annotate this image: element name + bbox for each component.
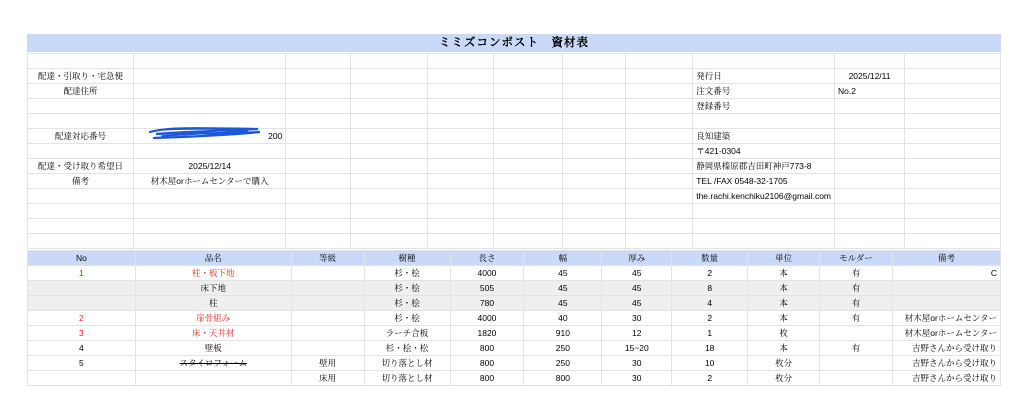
cell-no [28, 296, 136, 311]
empty-cell [563, 234, 625, 249]
empty-cell [625, 234, 693, 249]
cell-unit: 枚分 [748, 356, 820, 371]
cell-thickness: 12 [602, 326, 672, 341]
cell-no: 5 [28, 356, 136, 371]
empty-cell [427, 69, 493, 84]
empty-cell [693, 114, 835, 129]
empty-cell [286, 189, 351, 204]
empty-cell [563, 174, 625, 189]
cell-molder [820, 356, 893, 371]
postal-code: 〒421-0304 [693, 144, 835, 159]
empty-cell [493, 219, 562, 234]
cell-species: 杉・桧 [364, 266, 450, 281]
empty-cell [351, 54, 427, 69]
cell-no: 1 [28, 266, 136, 281]
empty-cell [625, 99, 693, 114]
empty-cell [427, 144, 493, 159]
info-row [28, 54, 1001, 69]
cell-species: ラーチ合板 [364, 326, 450, 341]
order-no-value: No.2 [835, 84, 905, 99]
empty-cell [351, 174, 427, 189]
empty-cell [693, 219, 835, 234]
empty-cell [286, 69, 351, 84]
empty-cell [905, 129, 1001, 144]
empty-cell [835, 174, 905, 189]
cell-width: 910 [524, 326, 602, 341]
cell-length: 800 [450, 341, 524, 356]
empty-cell [286, 159, 351, 174]
table-row [28, 311, 1001, 326]
empty-cell [427, 84, 493, 99]
empty-cell [835, 99, 905, 114]
cell-qty: 1 [672, 326, 748, 341]
cell-length: 800 [450, 371, 524, 386]
cell-molder: 有 [820, 281, 893, 296]
cell-grade: 床用 [291, 371, 364, 386]
cell-unit: 本 [748, 296, 820, 311]
table-row [28, 341, 1001, 356]
empty-cell [835, 159, 905, 174]
header-note: 備考 [892, 251, 1000, 266]
empty-cell [286, 174, 351, 189]
empty-cell [493, 174, 562, 189]
info-grid [27, 53, 1001, 249]
cell-length: 800 [450, 356, 524, 371]
empty-cell [427, 174, 493, 189]
empty-cell [625, 84, 693, 99]
cell-thickness: 45 [602, 281, 672, 296]
empty-cell [905, 219, 1001, 234]
empty-cell [427, 204, 493, 219]
cell-note [892, 296, 1000, 311]
cell-note: 吉野さんから受け取り [892, 341, 1000, 356]
info-row [28, 234, 1001, 249]
cell-width: 45 [524, 296, 602, 311]
table-row [28, 281, 1001, 296]
table-row [28, 296, 1001, 311]
cell-name: 扉骨組み [135, 311, 291, 326]
empty-cell [625, 129, 693, 144]
header-length: 長さ [450, 251, 524, 266]
empty-cell [563, 84, 625, 99]
cell-qty: 10 [672, 356, 748, 371]
empty-cell [134, 69, 286, 84]
empty-cell [625, 114, 693, 129]
cell-no: 3 [28, 326, 136, 341]
empty-cell [493, 144, 562, 159]
empty-cell [563, 204, 625, 219]
sheet-title: ミミズコンポスト 資材表 [27, 34, 1001, 52]
cell-unit: 本 [748, 281, 820, 296]
empty-cell [493, 159, 562, 174]
empty-cell [351, 129, 427, 144]
header-qty: 数量 [672, 251, 748, 266]
empty-cell [835, 114, 905, 129]
empty-cell [563, 189, 625, 204]
empty-cell [351, 234, 427, 249]
info-row [28, 144, 1001, 159]
empty-cell [905, 99, 1001, 114]
info-row [28, 84, 1001, 99]
empty-cell [905, 234, 1001, 249]
empty-cell [286, 99, 351, 114]
empty-cell [28, 219, 134, 234]
empty-cell [625, 204, 693, 219]
order-no-label: 注文番号 [693, 84, 835, 99]
cell-qty: 2 [672, 371, 748, 386]
cell-no [28, 281, 136, 296]
redaction-scribble [148, 126, 266, 140]
cell-molder [820, 371, 893, 386]
desired-date-label: 配達・受け取り希望日 [28, 159, 134, 174]
empty-cell [493, 99, 562, 114]
delivery-address-label: 配達住所 [28, 84, 134, 99]
empty-cell [835, 54, 905, 69]
cell-molder: 有 [820, 266, 893, 281]
cell-name: 柱・板下地 [135, 266, 291, 281]
cell-grade [291, 296, 364, 311]
cell-species: 杉・桧 [364, 281, 450, 296]
empty-cell [427, 114, 493, 129]
table-row [28, 266, 1001, 281]
info-row [28, 189, 1001, 204]
empty-cell [563, 144, 625, 159]
empty-cell [835, 219, 905, 234]
cell-length: 4000 [450, 311, 524, 326]
empty-cell [835, 234, 905, 249]
cell-width: 45 [524, 266, 602, 281]
empty-cell [134, 219, 286, 234]
cell-thickness: 30 [602, 356, 672, 371]
empty-cell [427, 54, 493, 69]
table-row [28, 371, 1001, 386]
empty-cell [286, 84, 351, 99]
empty-cell [28, 144, 134, 159]
header-thickness: 厚み [602, 251, 672, 266]
desired-date-value: 2025/12/14 [134, 159, 286, 174]
info-row [28, 159, 1001, 174]
company-name: 良知建築 [693, 129, 835, 144]
empty-cell [835, 144, 905, 159]
empty-cell [351, 159, 427, 174]
cell-qty: 8 [672, 281, 748, 296]
empty-cell [493, 234, 562, 249]
empty-cell [493, 189, 562, 204]
email: the.rachi.kenchiku2106@gmail.com [693, 189, 835, 204]
empty-cell [351, 69, 427, 84]
empty-cell [286, 114, 351, 129]
empty-cell [905, 204, 1001, 219]
header-grade: 等級 [291, 251, 364, 266]
empty-cell [351, 189, 427, 204]
empty-cell [905, 69, 1001, 84]
cell-molder: 有 [820, 311, 893, 326]
empty-cell [351, 144, 427, 159]
empty-cell [905, 84, 1001, 99]
cell-qty: 2 [672, 311, 748, 326]
cell-length: 1820 [450, 326, 524, 341]
empty-cell [28, 114, 134, 129]
cell-length: 780 [450, 296, 524, 311]
empty-cell [427, 234, 493, 249]
info-row [28, 219, 1001, 234]
empty-cell [563, 129, 625, 144]
empty-cell [351, 204, 427, 219]
cell-unit: 枚 [748, 326, 820, 341]
cell-width: 250 [524, 356, 602, 371]
empty-cell [563, 114, 625, 129]
empty-cell [493, 204, 562, 219]
empty-cell [134, 204, 286, 219]
cell-unit: 本 [748, 311, 820, 326]
empty-cell [835, 189, 905, 204]
empty-cell [905, 159, 1001, 174]
empty-cell [134, 144, 286, 159]
empty-cell [286, 129, 351, 144]
cell-name: 床下地 [135, 281, 291, 296]
empty-cell [835, 204, 905, 219]
cell-thickness: 15~20 [602, 341, 672, 356]
cell-note: 吉野さんから受け取り [892, 371, 1000, 386]
empty-cell [134, 84, 286, 99]
cell-note: 材木屋orホームセンター [892, 311, 1000, 326]
empty-cell [28, 99, 134, 114]
empty-cell [134, 234, 286, 249]
empty-cell [493, 114, 562, 129]
contact-number-value: 200 [134, 129, 286, 144]
cell-name: スタイロフォーム [135, 356, 291, 371]
empty-cell [625, 54, 693, 69]
cell-unit: 枚分 [748, 371, 820, 386]
company-address: 静岡県榛原郡吉田町神戸773-8 [693, 159, 835, 174]
info-row [28, 99, 1001, 114]
cell-name: 床・天井材 [135, 326, 291, 341]
empty-cell [563, 69, 625, 84]
header-no: No [28, 251, 136, 266]
empty-cell [625, 219, 693, 234]
cell-width: 800 [524, 371, 602, 386]
empty-cell [286, 204, 351, 219]
cell-name [135, 371, 291, 386]
cell-qty: 2 [672, 266, 748, 281]
tel-fax: TEL /FAX 0548-32-1705 [693, 174, 835, 189]
empty-cell [493, 54, 562, 69]
empty-cell [351, 114, 427, 129]
cell-no: 2 [28, 311, 136, 326]
empty-cell [905, 54, 1001, 69]
cell-thickness: 45 [602, 296, 672, 311]
empty-cell [286, 234, 351, 249]
empty-cell [286, 54, 351, 69]
cell-no: 4 [28, 341, 136, 356]
empty-cell [693, 54, 835, 69]
empty-cell [28, 54, 134, 69]
cell-qty: 18 [672, 341, 748, 356]
empty-cell [625, 189, 693, 204]
delivery-method-label: 配達・引取り・宅急便 [28, 69, 134, 84]
header-unit: 単位 [748, 251, 820, 266]
header-width: 幅 [524, 251, 602, 266]
empty-cell [28, 204, 134, 219]
cell-width: 45 [524, 281, 602, 296]
empty-cell [693, 234, 835, 249]
cell-name: 柱 [135, 296, 291, 311]
info-row [28, 174, 1001, 189]
cell-width: 250 [524, 341, 602, 356]
empty-cell [905, 174, 1001, 189]
table-row [28, 326, 1001, 341]
remarks-value: 材木屋orホームセンターで購入 [134, 174, 286, 189]
empty-cell [625, 144, 693, 159]
empty-cell [427, 99, 493, 114]
empty-cell [351, 219, 427, 234]
empty-cell [286, 144, 351, 159]
cell-no [28, 371, 136, 386]
empty-cell [28, 234, 134, 249]
cell-thickness: 45 [602, 266, 672, 281]
materials-table [27, 250, 1001, 386]
empty-cell [351, 84, 427, 99]
cell-unit: 本 [748, 266, 820, 281]
cell-molder [820, 326, 893, 341]
table-header-row [28, 251, 1001, 266]
empty-cell [427, 129, 493, 144]
empty-cell [427, 159, 493, 174]
empty-cell [563, 54, 625, 69]
empty-cell [351, 99, 427, 114]
cell-name: 壁板 [135, 341, 291, 356]
cell-grade [291, 326, 364, 341]
info-row [28, 69, 1001, 84]
empty-cell [134, 54, 286, 69]
cell-note [892, 281, 1000, 296]
cell-species: 切り落とし材 [364, 356, 450, 371]
cell-qty: 4 [672, 296, 748, 311]
cell-note: 吉野さんから受け取り [892, 356, 1000, 371]
empty-cell [286, 219, 351, 234]
cell-note: C [892, 266, 1000, 281]
table-row [28, 356, 1001, 371]
empty-cell [563, 219, 625, 234]
registration-no-label: 登録番号 [693, 99, 835, 114]
empty-cell [563, 159, 625, 174]
empty-cell [134, 99, 286, 114]
header-species: 樹種 [364, 251, 450, 266]
empty-cell [493, 129, 562, 144]
empty-cell [905, 144, 1001, 159]
empty-cell [427, 219, 493, 234]
cell-unit: 本 [748, 341, 820, 356]
cell-grade: 壁用 [291, 356, 364, 371]
cell-thickness: 30 [602, 311, 672, 326]
contact-number-label: 配達対応番号 [28, 129, 134, 144]
empty-cell [493, 69, 562, 84]
empty-cell [625, 159, 693, 174]
empty-cell [134, 189, 286, 204]
header-name: 品名 [135, 251, 291, 266]
cell-grade [291, 341, 364, 356]
empty-cell [625, 69, 693, 84]
issue-date-value: 2025/12/11 [835, 69, 905, 84]
empty-cell [28, 189, 134, 204]
cell-species: 杉・桧 [364, 296, 450, 311]
cell-species: 杉・桧・松 [364, 341, 450, 356]
header-molder: モルダー [820, 251, 893, 266]
cell-species: 杉・桧 [364, 311, 450, 326]
info-row [28, 204, 1001, 219]
cell-thickness: 30 [602, 371, 672, 386]
empty-cell [905, 189, 1001, 204]
empty-cell [693, 204, 835, 219]
cell-molder: 有 [820, 341, 893, 356]
empty-cell [427, 189, 493, 204]
empty-cell [835, 129, 905, 144]
cell-note: 材木屋orホームセンター [892, 326, 1000, 341]
cell-length: 4000 [450, 266, 524, 281]
issue-date-label: 発行日 [693, 69, 835, 84]
cell-grade [291, 281, 364, 296]
cell-width: 40 [524, 311, 602, 326]
remarks-label: 備考 [28, 174, 134, 189]
cell-grade [291, 311, 364, 326]
empty-cell [493, 84, 562, 99]
empty-cell [625, 174, 693, 189]
empty-cell [563, 99, 625, 114]
cell-species: 切り落とし材 [364, 371, 450, 386]
empty-cell [905, 114, 1001, 129]
cell-molder: 有 [820, 296, 893, 311]
cell-grade [291, 266, 364, 281]
cell-length: 505 [450, 281, 524, 296]
